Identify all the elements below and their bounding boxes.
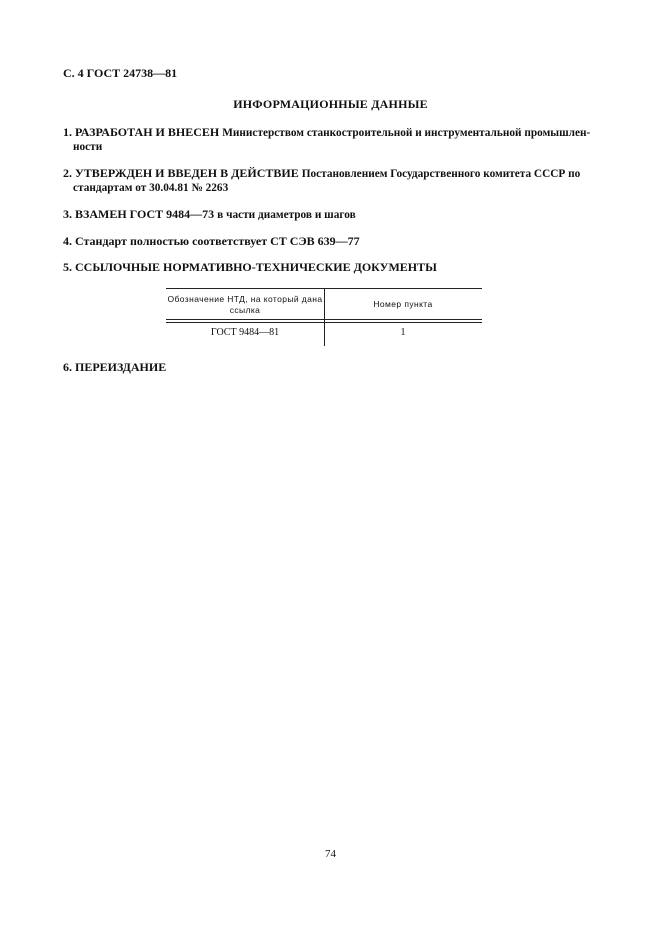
item-number: 2. (63, 166, 72, 180)
item-continuation: стандартам от 30.04.81 № 2263 (73, 182, 229, 194)
item-lead: ВЗАМЕН ГОСТ 9484—73 (75, 207, 215, 221)
info-item-developed (63, 125, 590, 154)
item-number: 3. (63, 207, 72, 221)
section-title: ИНФОРМАЦИОННЫЕ ДАННЫЕ (233, 97, 428, 111)
table-header-clause: Номер пункта (373, 299, 433, 309)
item-text: Министерством станкостроительной и инструментальной промышлен- (222, 127, 591, 139)
item-lead: ССЫЛОЧНЫЕ НОРМАТИВНО-ТЕХНИЧЕСКИЕ ДОКУМЕНТЫ (75, 260, 437, 274)
info-item-approved (63, 166, 580, 195)
item-continuation: ности (73, 141, 103, 153)
item-number: 4. (63, 234, 72, 248)
info-item-compliance (63, 234, 360, 248)
item-lead: РАЗРАБОТАН И ВНЕСЕН (75, 125, 220, 139)
page-number: 74 (325, 848, 336, 860)
table-cell-clause: 1 (400, 327, 406, 338)
page-header: С. 4 ГОСТ 24738—81 (63, 66, 178, 80)
info-item-reissue (63, 360, 166, 374)
item-number: 6. (63, 360, 72, 374)
table-header-designation: Обозначение НТД, на который дана ссылка (167, 294, 323, 315)
item-text: Постановлением Государственного комитета СССР по (301, 168, 581, 180)
item-number: 1. (63, 125, 72, 139)
table-cell-designation: ГОСТ 9484—81 (210, 327, 280, 338)
info-item-replaces (63, 207, 356, 222)
item-text: в части диаметров и шагов (217, 209, 356, 221)
item-lead: УТВЕРЖДЕН И ВВЕДЕН В ДЕЙСТВИЕ (75, 166, 299, 180)
item-number: 5. (63, 260, 72, 274)
item-lead: ПЕРЕИЗДАНИЕ (75, 360, 167, 374)
info-item-references (63, 260, 437, 274)
item-lead: Стандарт полностью соответствует СТ СЭВ 639—77 (75, 234, 360, 248)
